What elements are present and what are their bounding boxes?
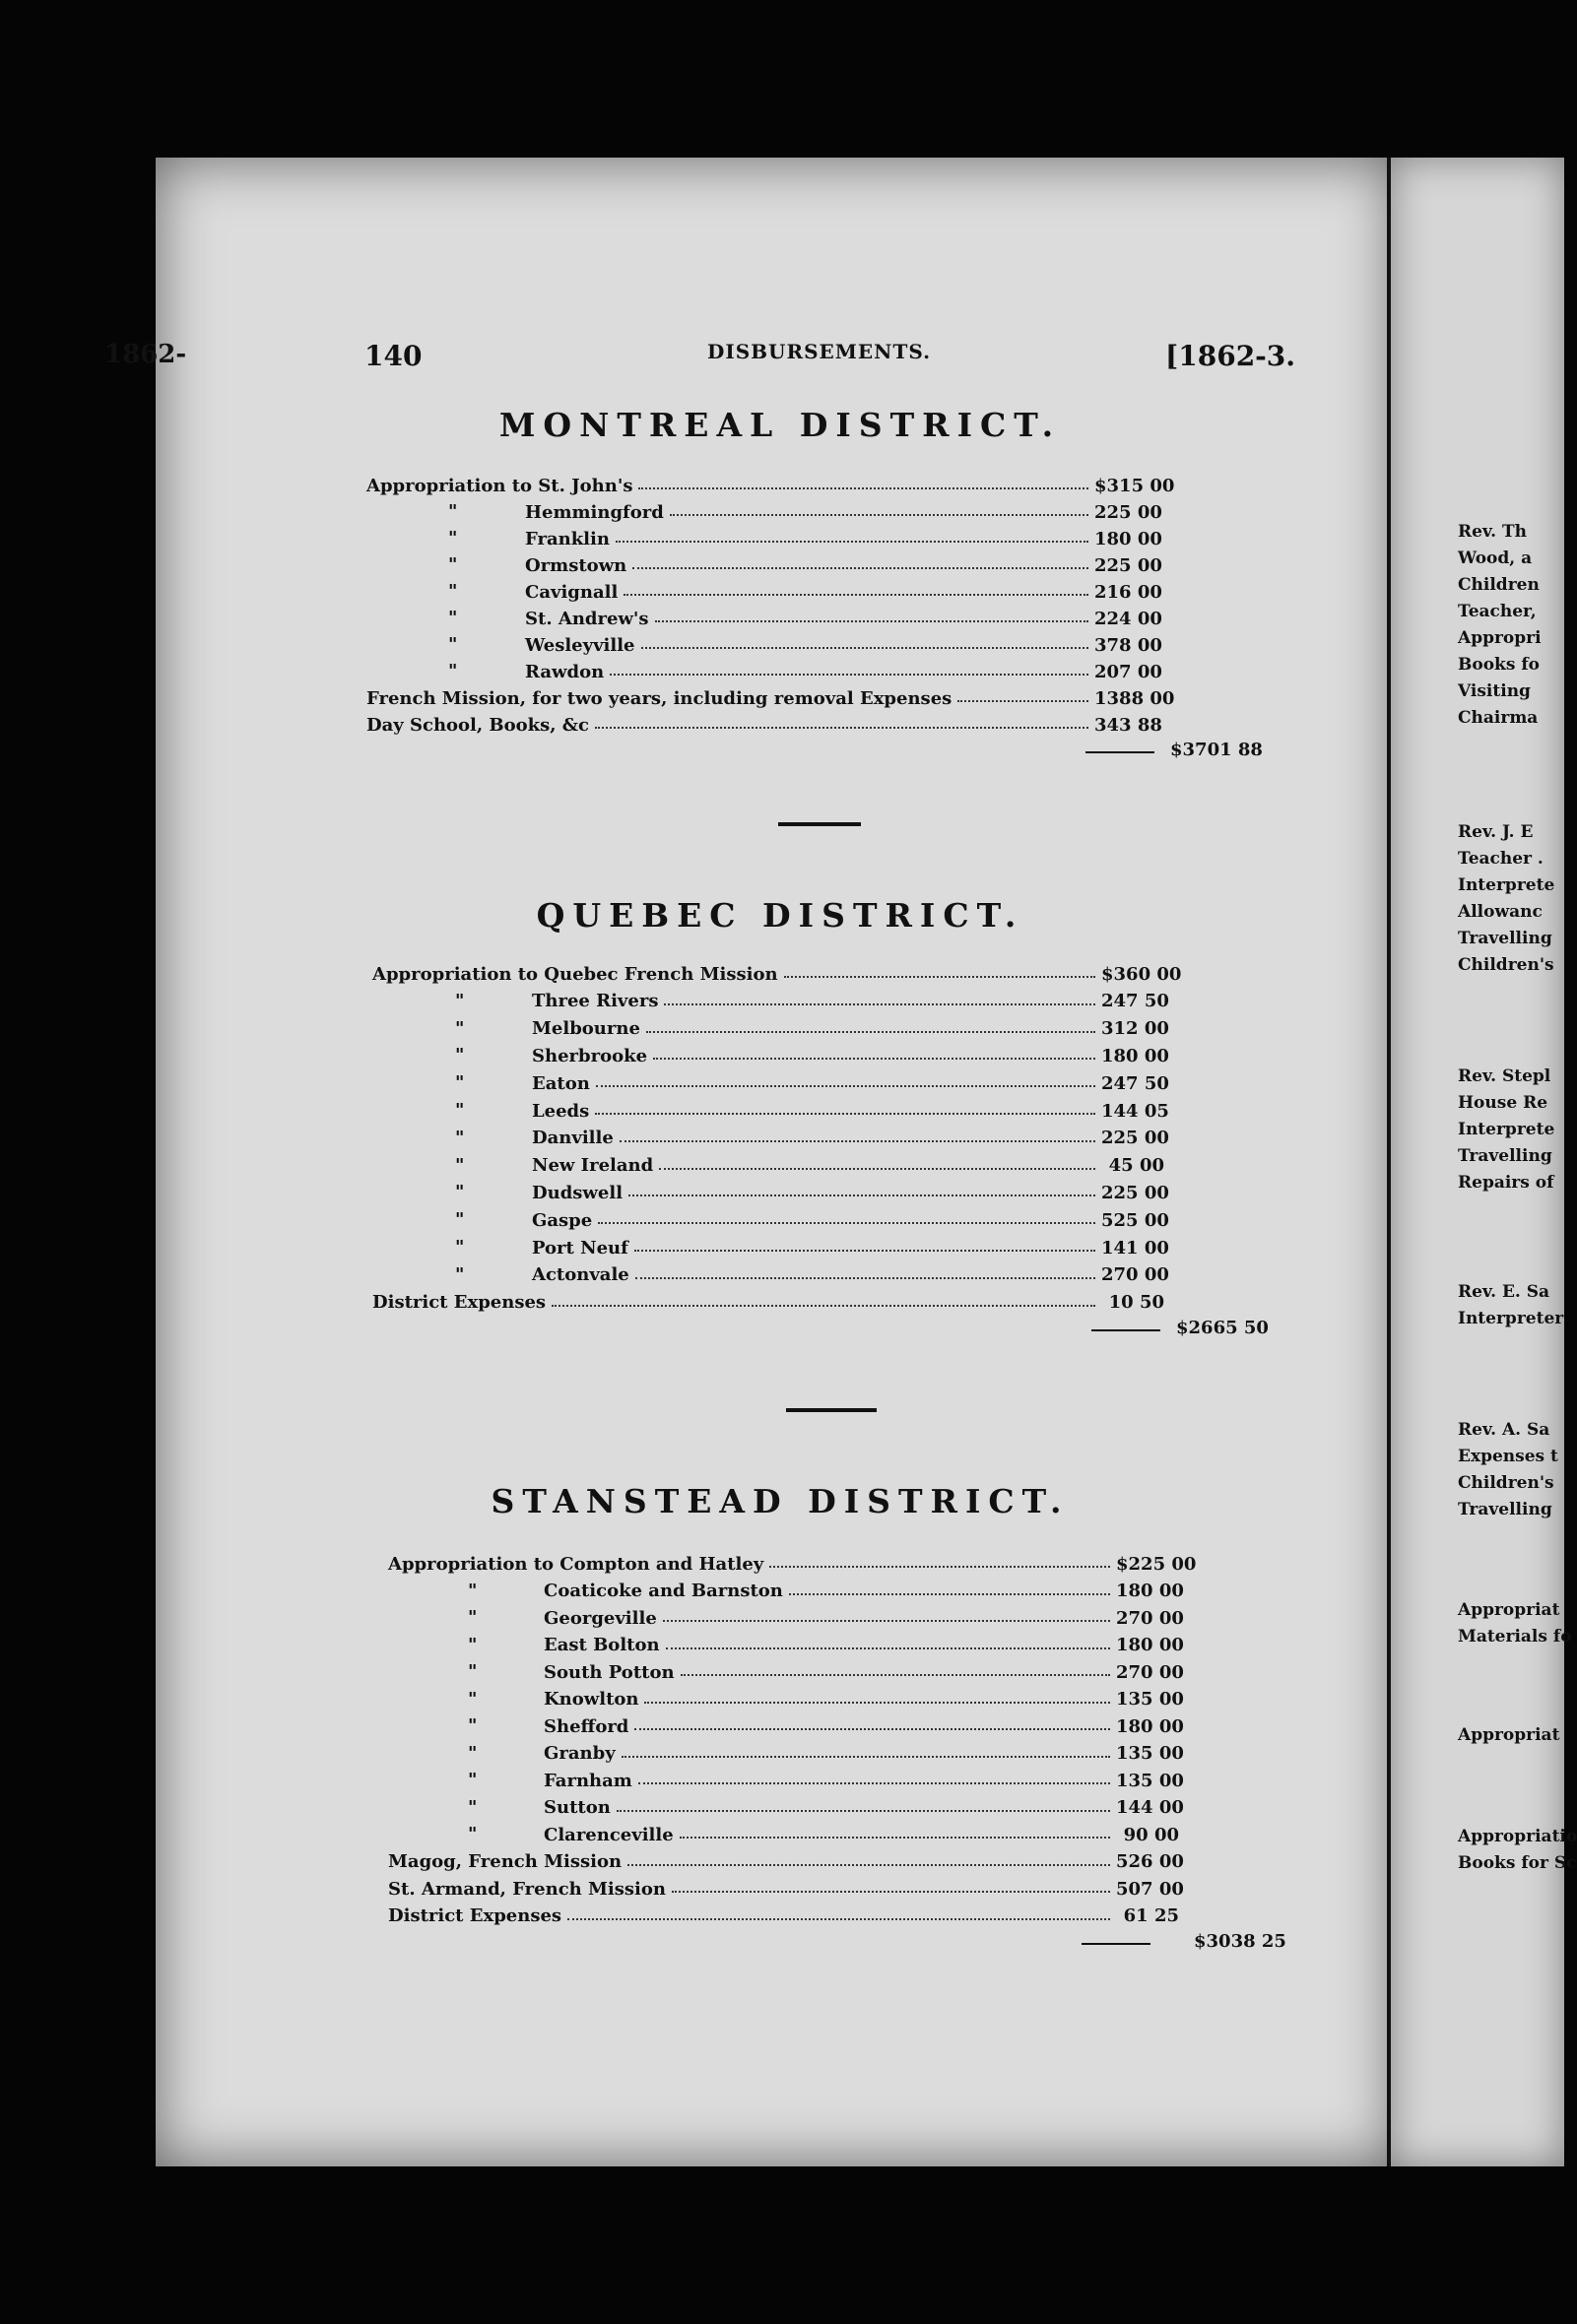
running-year: [1862-3. xyxy=(1165,340,1296,372)
right-page-line: Appropriat xyxy=(1458,1600,1560,1620)
ditto-mark: " xyxy=(448,554,458,575)
ledger-amount: 312 00 xyxy=(1101,1018,1169,1040)
ledger-label: South Potton xyxy=(544,1661,675,1683)
leader-dots xyxy=(567,1908,1110,1920)
ledger-amount: 144 00 xyxy=(1116,1797,1184,1818)
ledger-label: Appropriation to St. John's xyxy=(366,475,633,496)
ledger-amount: 10 50 xyxy=(1108,1292,1164,1314)
montreal-district-title: MONTREAL DISTRICT. xyxy=(498,406,1062,444)
ledger-row xyxy=(388,1904,1179,1929)
ledger-amount: 135 00 xyxy=(1116,1743,1184,1764)
ledger-row xyxy=(525,552,1162,578)
ledger-label: Magog, French Mission xyxy=(388,1851,623,1872)
ledger-row xyxy=(544,1579,1184,1604)
ledger-amount: 526 00 xyxy=(1116,1851,1184,1872)
ledger-row xyxy=(525,579,1162,605)
ditto-mark: " xyxy=(448,528,458,549)
ledger-row xyxy=(544,1659,1184,1685)
ledger-label: Gaspe xyxy=(532,1209,593,1231)
ledger-label: Three Rivers xyxy=(532,991,659,1012)
ledger-amount: 180 00 xyxy=(1116,1635,1184,1655)
leader-dots xyxy=(638,478,1088,489)
ledger-amount: 343 88 xyxy=(1094,714,1162,736)
ledger-amount: 180 00 xyxy=(1101,1045,1169,1066)
ledger-label: St. Andrew's xyxy=(525,608,649,629)
right-page-line: Rev. A. Sa xyxy=(1458,1420,1550,1440)
ditto-mark: " xyxy=(455,1263,465,1285)
ledger-label: Coaticoke and Barnston xyxy=(544,1581,783,1601)
leader-dots xyxy=(596,1075,1095,1087)
ledger-label: District Expenses xyxy=(388,1905,562,1926)
ditto-mark: " xyxy=(468,1770,478,1790)
ledger-row xyxy=(532,1098,1169,1124)
ledger-row xyxy=(366,685,1175,711)
ledger-label: Ormstown xyxy=(525,554,627,576)
ditto-mark: " xyxy=(468,1634,478,1655)
total-rule xyxy=(1085,751,1154,753)
ledger-label: District Expenses xyxy=(372,1292,547,1314)
leader-dots xyxy=(655,611,1088,622)
right-page-line: Interprete xyxy=(1458,1120,1555,1139)
ledger-row xyxy=(532,1126,1169,1151)
ledger-amount: $225 00 xyxy=(1116,1553,1197,1575)
ledger-label: Sherbrooke xyxy=(532,1045,648,1066)
ledger-label: Appropriation to Quebec French Mission xyxy=(372,963,778,985)
ditto-mark: " xyxy=(468,1796,478,1818)
ledger-row xyxy=(366,473,1175,498)
ledger-label: Wesleyville xyxy=(525,634,635,656)
ledger-amount: 225 00 xyxy=(1101,1128,1169,1149)
ledger-amount: 507 00 xyxy=(1116,1878,1184,1900)
right-page-line: Teacher, xyxy=(1458,602,1537,621)
leader-dots xyxy=(663,1610,1110,1622)
ledger-row xyxy=(388,1551,1197,1577)
leader-dots xyxy=(552,1295,1095,1307)
stanstead-district-title: STANSTEAD DISTRICT. xyxy=(491,1482,1070,1520)
right-page-line: Expenses t xyxy=(1458,1447,1558,1466)
ditto-mark: " xyxy=(448,501,458,522)
leader-dots xyxy=(784,966,1095,978)
district-total: $2665 50 xyxy=(1176,1317,1269,1338)
right-page-line: Travelling xyxy=(1458,1146,1552,1166)
right-page-line: Books for Sc xyxy=(1458,1853,1577,1873)
ditto-mark: " xyxy=(468,1580,478,1601)
ditto-mark: " xyxy=(468,1742,478,1764)
right-page-line: Appropriatio xyxy=(1458,1827,1577,1846)
ledger-row xyxy=(544,1822,1179,1847)
total-rule xyxy=(1082,1943,1150,1945)
ledger-row xyxy=(532,1207,1169,1233)
ledger-row xyxy=(544,1687,1184,1712)
ledger-row xyxy=(544,1768,1184,1793)
leader-dots xyxy=(957,690,1088,702)
ledger-label: Sutton xyxy=(544,1797,611,1818)
ledger-label: Appropriation to Compton and Hatley xyxy=(388,1553,764,1575)
ditto-mark: " xyxy=(455,1127,465,1148)
leader-dots xyxy=(638,1773,1110,1784)
leader-dots xyxy=(672,1881,1110,1893)
right-page-line: Appropriat xyxy=(1458,1725,1560,1745)
leader-dots xyxy=(681,1664,1110,1676)
ledger-amount: 1388 00 xyxy=(1094,687,1175,709)
ledger-row xyxy=(525,632,1162,658)
ledger-row xyxy=(525,499,1162,525)
ledger-row xyxy=(525,659,1162,684)
ledger-label: Leeds xyxy=(532,1100,590,1122)
ditto-mark: " xyxy=(455,1154,465,1176)
ledger-row xyxy=(388,1849,1184,1875)
ditto-mark: " xyxy=(468,1661,478,1682)
right-page-line: Interprete xyxy=(1458,875,1555,895)
ditto-mark: " xyxy=(468,1607,478,1628)
leader-dots xyxy=(641,637,1088,649)
ledger-amount: 135 00 xyxy=(1116,1770,1184,1791)
leader-dots xyxy=(646,1021,1095,1033)
ledger-label: Clarenceville xyxy=(544,1824,674,1845)
district-total: $3701 88 xyxy=(1170,740,1263,760)
ditto-mark: " xyxy=(468,1715,478,1736)
leader-dots xyxy=(653,1048,1095,1060)
right-page-line: Travelling xyxy=(1458,929,1552,948)
ledger-amount: 61 25 xyxy=(1123,1905,1179,1926)
ledger-amount: 180 00 xyxy=(1094,528,1162,549)
ledger-label: Granby xyxy=(544,1743,616,1764)
ledger-label: New Ireland xyxy=(532,1155,654,1177)
ditto-mark: " xyxy=(455,1100,465,1121)
leader-dots xyxy=(789,1583,1110,1595)
ledger-amount: 45 00 xyxy=(1108,1155,1164,1177)
ledger-label: Eaton xyxy=(532,1072,590,1094)
ledger-label: Port Neuf xyxy=(532,1237,628,1259)
ledger-amount: 180 00 xyxy=(1116,1581,1184,1601)
right-page-line: Teacher . xyxy=(1458,849,1544,869)
right-page-line: Rev. Stepl xyxy=(1458,1066,1551,1086)
leader-dots xyxy=(644,1692,1110,1704)
leader-dots xyxy=(680,1827,1110,1839)
ditto-mark: " xyxy=(455,1237,465,1258)
ditto-mark: " xyxy=(448,581,458,602)
right-page-line: Children xyxy=(1458,575,1540,595)
ledger-row xyxy=(532,1153,1164,1179)
leader-dots xyxy=(670,504,1088,516)
right-page-line: Allowanc xyxy=(1458,902,1543,922)
ledger-amount: 270 00 xyxy=(1116,1661,1184,1683)
ledger-row xyxy=(532,1043,1169,1068)
section-divider xyxy=(778,822,861,826)
ledger-row xyxy=(525,606,1162,631)
right-page-line: Rev. E. Sa xyxy=(1458,1282,1550,1302)
leader-dots xyxy=(616,531,1088,543)
ledger-amount: $360 00 xyxy=(1101,963,1182,985)
right-page-line: Books fo xyxy=(1458,655,1540,675)
right-page-line: Repairs of xyxy=(1458,1173,1554,1193)
ditto-mark: " xyxy=(455,990,465,1011)
leader-dots xyxy=(624,584,1088,596)
leader-dots xyxy=(622,1746,1110,1758)
total-rule xyxy=(1091,1329,1160,1331)
leader-dots xyxy=(635,1267,1095,1279)
ditto-mark: " xyxy=(455,1072,465,1094)
leader-dots xyxy=(627,1854,1110,1866)
leader-dots xyxy=(666,1638,1110,1649)
right-page-line: Chairma xyxy=(1458,708,1539,728)
section-divider xyxy=(786,1408,877,1412)
ditto-mark: " xyxy=(448,608,458,628)
ledger-row xyxy=(532,1070,1169,1096)
ledger-amount: 378 00 xyxy=(1094,634,1162,656)
ledger-row xyxy=(544,1713,1184,1739)
ledger-label: Knowlton xyxy=(544,1689,639,1710)
leader-dots xyxy=(769,1556,1110,1568)
ledger-row xyxy=(532,989,1169,1014)
ledger-amount: 216 00 xyxy=(1094,581,1162,603)
ledger-amount: 247 50 xyxy=(1101,1072,1169,1094)
ledger-label: Shefford xyxy=(544,1715,629,1737)
leader-dots xyxy=(628,1185,1095,1196)
ledger-amount: 270 00 xyxy=(1116,1607,1184,1629)
district-total: $3038 25 xyxy=(1194,1930,1286,1952)
ditto-mark: " xyxy=(448,661,458,681)
leader-dots xyxy=(620,1130,1095,1142)
right-page-line: Appropri xyxy=(1458,628,1542,648)
right-page-line: Wood, a xyxy=(1458,549,1533,568)
ledger-label: East Bolton xyxy=(544,1635,660,1655)
ledger-row xyxy=(366,712,1162,738)
leader-dots xyxy=(598,1212,1095,1224)
ledger-amount: 525 00 xyxy=(1101,1209,1169,1231)
quebec-district-title: QUEBEC DISTRICT. xyxy=(536,896,1024,935)
page-number: 140 xyxy=(364,340,423,372)
ledger-row xyxy=(532,1235,1169,1260)
ledger-amount: 144 05 xyxy=(1101,1100,1169,1122)
ledger-amount: 225 00 xyxy=(1094,554,1162,576)
right-page-line: Travelling xyxy=(1458,1500,1552,1519)
leader-dots xyxy=(595,1103,1095,1115)
ledger-amount: $315 00 xyxy=(1094,475,1175,496)
ledger-label: Day School, Books, &c xyxy=(366,714,590,736)
ditto-mark: " xyxy=(455,1182,465,1203)
right-page-year: 1862- xyxy=(104,340,187,369)
right-page-line: Rev. J. E xyxy=(1458,822,1534,842)
ledger-row xyxy=(544,1795,1184,1821)
right-page-line: Materials fo xyxy=(1458,1627,1572,1646)
ledger-row xyxy=(544,1741,1184,1767)
ledger-row xyxy=(544,1605,1184,1631)
ledger-label: Dudswell xyxy=(532,1182,624,1203)
ledger-amount: 180 00 xyxy=(1116,1715,1184,1737)
ledger-label: Rawdon xyxy=(525,661,605,682)
ledger-amount: 141 00 xyxy=(1101,1237,1169,1259)
leader-dots xyxy=(610,664,1088,676)
right-page-line: Children's xyxy=(1458,955,1554,975)
leader-dots xyxy=(659,1158,1095,1170)
leader-dots xyxy=(664,994,1095,1005)
ditto-mark: " xyxy=(455,1209,465,1231)
ledger-label: St. Armand, French Mission xyxy=(388,1878,666,1900)
ledger-label: Actonvale xyxy=(532,1264,629,1286)
ledger-row xyxy=(532,1180,1169,1205)
leader-dots xyxy=(634,1718,1110,1730)
ledger-row xyxy=(525,526,1162,551)
ditto-mark: " xyxy=(455,1045,465,1066)
ledger-label: French Mission, for two years, including removal Expenses xyxy=(366,687,953,709)
right-page-line: Visiting xyxy=(1458,681,1531,701)
ledger-amount: 224 00 xyxy=(1094,608,1162,629)
ditto-mark: " xyxy=(455,1017,465,1039)
ledger-label: Melbourne xyxy=(532,1018,640,1040)
leader-dots xyxy=(632,557,1088,569)
ledger-amount: 225 00 xyxy=(1101,1182,1169,1203)
ledger-amount: 135 00 xyxy=(1116,1689,1184,1710)
ditto-mark: " xyxy=(448,634,458,655)
right-page-line: Children's xyxy=(1458,1473,1554,1493)
ledger-label: Hemmingford xyxy=(525,501,664,523)
ledger-label: Franklin xyxy=(525,528,610,549)
ledger-row xyxy=(388,1876,1184,1902)
ledger-amount: 207 00 xyxy=(1094,661,1162,682)
ditto-mark: " xyxy=(468,1688,478,1710)
ledger-row xyxy=(372,1290,1164,1316)
ledger-label: Farnham xyxy=(544,1770,632,1791)
leader-dots xyxy=(617,1800,1110,1812)
ledger-amount: 225 00 xyxy=(1094,501,1162,523)
running-title: DISBURSEMENTS. xyxy=(707,340,932,363)
ledger-label: Georgeville xyxy=(544,1607,657,1629)
ledger-amount: 90 00 xyxy=(1123,1824,1179,1845)
ledger-amount: 247 50 xyxy=(1101,991,1169,1012)
ledger-row xyxy=(544,1633,1184,1658)
ledger-amount: 270 00 xyxy=(1101,1264,1169,1286)
leader-dots xyxy=(634,1240,1095,1252)
right-page-line: House Re xyxy=(1458,1093,1548,1113)
leader-dots xyxy=(595,717,1088,729)
ledger-row xyxy=(372,961,1182,987)
ledger-label: Danville xyxy=(532,1128,614,1149)
ditto-mark: " xyxy=(468,1824,478,1844)
ledger-label: Cavignall xyxy=(525,581,619,603)
right-page-line: Interpreter xyxy=(1458,1309,1564,1328)
right-page-line: Rev. Th xyxy=(1458,522,1527,542)
ledger-row xyxy=(532,1262,1169,1288)
ledger-row xyxy=(532,1016,1169,1042)
